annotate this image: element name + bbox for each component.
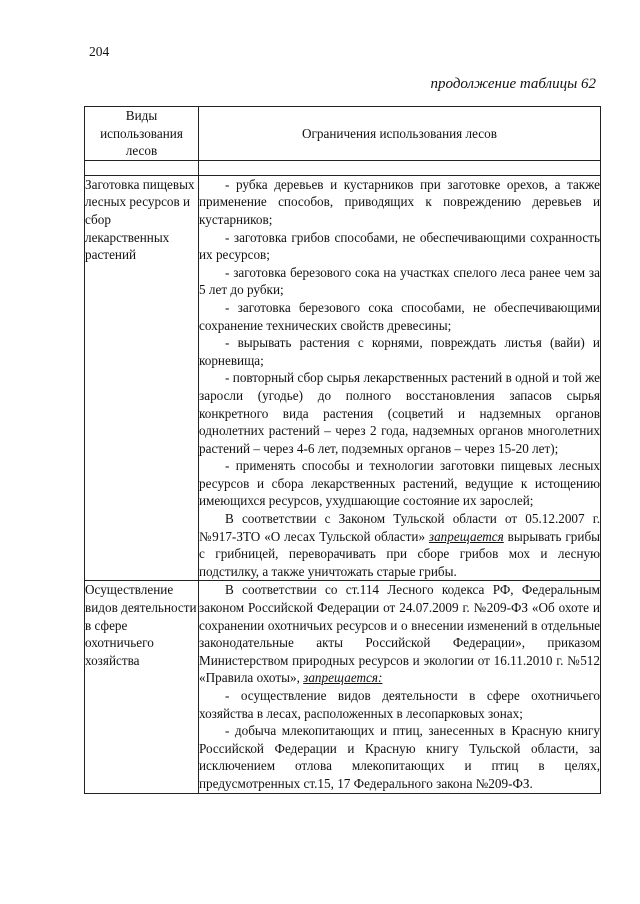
header-use-restrictions: Ограничения использования лесов <box>199 107 601 161</box>
restriction-item: - заготовка грибов способами, не обеспечивающими сохранность их ресурсов; <box>199 229 600 263</box>
row-restrictions <box>199 581 601 793</box>
table-spacer-row <box>85 160 601 175</box>
law-paragraph <box>199 581 600 687</box>
law-rest: вырывать грибы с грибницей, переворачивать при сборе грибов мох и лесную подстилку, а также уничтожать старые грибы. <box>199 528 601 579</box>
law-intro: В соответствии с Законом Тульской области от 05.12.2007 г. №917-ЗТО «О лесах Тульской области» <box>199 511 600 544</box>
law-paragraph <box>199 510 600 580</box>
spacer-cell <box>199 160 601 175</box>
restriction-item: - повторный сбор сырья лекарственных растений в одной и той же заросли (угодье) до полного восстановления запасов сырья конкретного вида растения (соцветий и надземных органов однолетних растений – через 2 года, надземных органов многолетних растений – через 4-6 лет, подземных органов – через 15-20 лет); <box>199 370 600 456</box>
table-header-row <box>85 107 601 161</box>
row-category: Осуществление видов деятельности в сфере охотничьего хозяйства <box>85 581 199 793</box>
law-keyword: запрещается: <box>303 670 383 686</box>
table-continuation-caption: продолжение таблицы 62 <box>430 76 596 92</box>
restriction-item: - осуществление видов деятельности в сфере охотничьего хозяйства в лесах, расположенных в лесопарковых зонах; <box>199 688 600 721</box>
restriction-item: - рубка деревьев и кустарников при заготовке орехов, а также применение способов, приводящих к повреждению деревьев и кустарников; <box>199 176 600 227</box>
table-row <box>85 175 601 581</box>
restriction-item: - применять способы и технологии заготовки пищевых лесных ресурсов и сбора лекарственных растений, ведущие к истощению имеющихся ресурсов, ухудшающие состояние их зарослей; <box>199 458 600 509</box>
table-row <box>85 581 601 793</box>
law-intro: В соответствии со ст.114 Лесного кодекса РФ, Федеральным законом Российской Федерации от 24.07.2009 г. №209-ФЗ «Об охоте и сохранении охотничьих ресурсов и о внесении изменений в отдельные законодательные акты Российской Федерации», приказом Министерством природных ресурсов и экологии от 16.11.2010 г. №512 «Правила охоты», <box>199 582 600 686</box>
restrictions-table <box>84 106 601 794</box>
restriction-item: - заготовка березового сока способами, не обеспечивающими сохранение технических свойств древесины; <box>199 299 600 333</box>
restriction-item: - вырывать растения с корнями, повреждать листья (вайи) и корневища; <box>199 335 600 368</box>
law-keyword: запрещается <box>428 528 504 544</box>
page-number: 204 <box>89 44 110 59</box>
spacer-cell <box>85 160 199 175</box>
restriction-item: - заготовка березового сока на участках спелого леса ранее чем за 5 лет до рубки; <box>199 264 600 298</box>
row-category: Заготовка пищевых лесных ресурсов и сбор лекарственных растений <box>85 175 199 581</box>
row-restrictions <box>199 175 601 581</box>
header-forest-use-types: Виды использования лесов <box>85 107 199 161</box>
restriction-item: - добыча млекопитающих и птиц, занесенных в Красную книгу Российской Федерации и Красную книгу Тульской области, за исключением отлова млекопитающих и птиц в целях, предусмотренных ст.15, 17 Федерального закона №209-ФЗ. <box>199 723 600 791</box>
